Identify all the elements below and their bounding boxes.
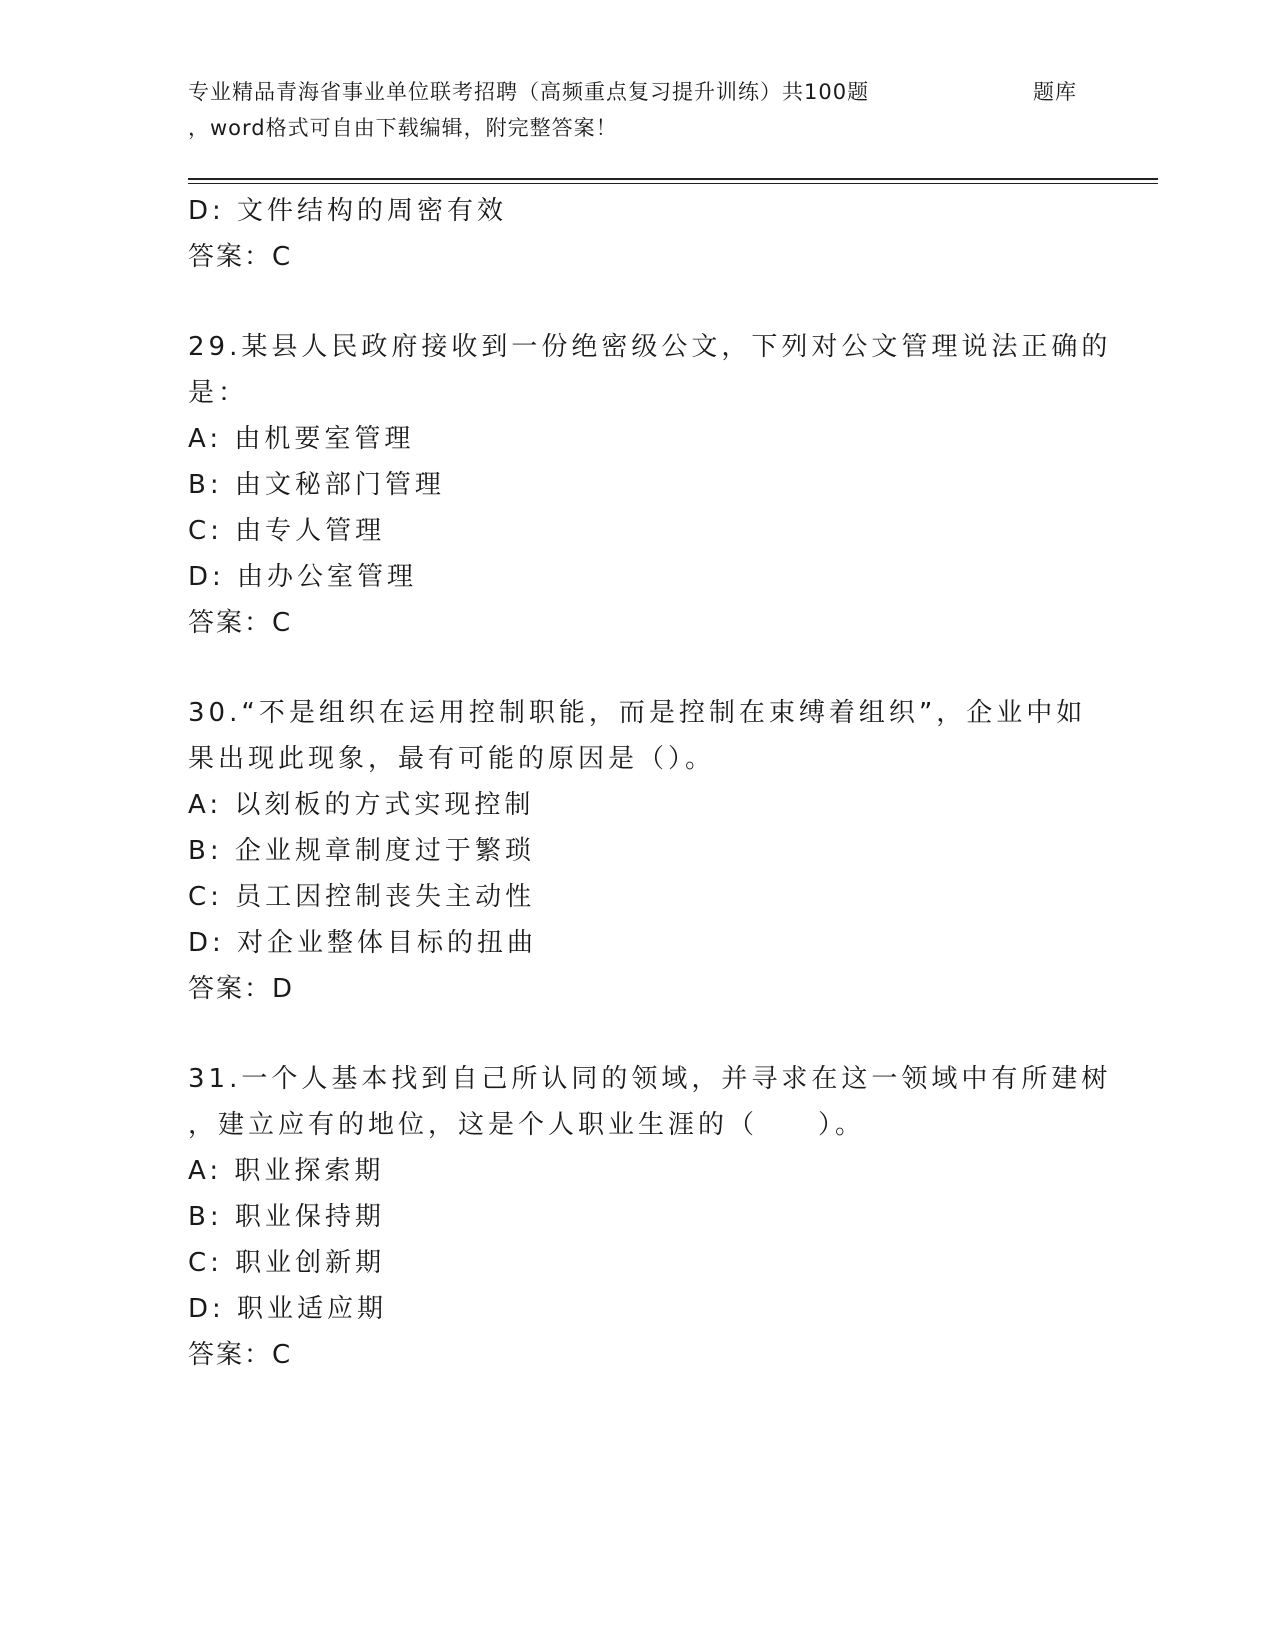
option-c: C: 职业创新期 — [188, 1248, 386, 1278]
question-29 — [188, 324, 1112, 646]
stem-line: 30.“不是组织在运用控制职能，而是控制在束缚着组织”，企业中如 — [188, 698, 1087, 728]
option-a: A: 职业探索期 — [188, 1156, 385, 1186]
option-c: C: 由专人管理 — [188, 516, 386, 546]
option-b: B: 由文秘部门管理 — [188, 470, 445, 500]
answer: 答案：C — [188, 1340, 293, 1370]
question-31 — [188, 1056, 1112, 1378]
option-a: A: 由机要室管理 — [188, 424, 415, 454]
header-title: 专业精品青海省事业单位联考招聘（高频重点复习提升训练）共100题 — [188, 80, 870, 104]
option-d: D: 对企业整体目标的扭曲 — [188, 928, 538, 958]
header-line-2: ，word格式可自由下载编辑，附完整答案！ — [188, 116, 618, 140]
stem-line: ，建立应有的地位，这是个人职业生涯的（ ）。 — [188, 1110, 866, 1140]
header-line-1 — [188, 74, 1088, 110]
question-stem — [188, 690, 1088, 782]
answer: 答案：C — [188, 608, 293, 638]
spacer — [188, 1012, 1088, 1056]
header-right-label: 题库 — [1033, 80, 1077, 104]
option-a: A: 以刻板的方式实现控制 — [188, 790, 535, 820]
page-header — [188, 74, 1088, 146]
option-d: D: 由办公室管理 — [188, 562, 418, 592]
answer-previous: 答案：C — [188, 242, 293, 272]
stem-line: 是： — [188, 378, 249, 408]
option-b: B: 职业保持期 — [188, 1202, 385, 1232]
answer: 答案：D — [188, 974, 295, 1004]
stem-line: 29.某县人民政府接收到一份绝密级公文，下列对公文管理说法正确的 — [188, 332, 1112, 362]
stem-line: 31.一个人基本找到自己所认同的领域，并寻求在这一领域中有所建树 — [188, 1064, 1112, 1094]
question-content — [188, 188, 1112, 1378]
spacer — [188, 280, 1088, 324]
header-divider — [188, 178, 1158, 184]
option-b: B: 企业规章制度过于繁琐 — [188, 836, 535, 866]
option-c: C: 员工因控制丧失主动性 — [188, 882, 536, 912]
question-stem — [188, 1056, 1112, 1148]
option-d: D: 职业适应期 — [188, 1294, 388, 1324]
question-30 — [188, 690, 1088, 1012]
option-d-previous: D: 文件结构的周密有效 — [188, 196, 508, 226]
question-stem — [188, 324, 1112, 416]
spacer — [188, 646, 1088, 690]
stem-line: 果出现此现象，最有可能的原因是（）。 — [188, 744, 716, 774]
